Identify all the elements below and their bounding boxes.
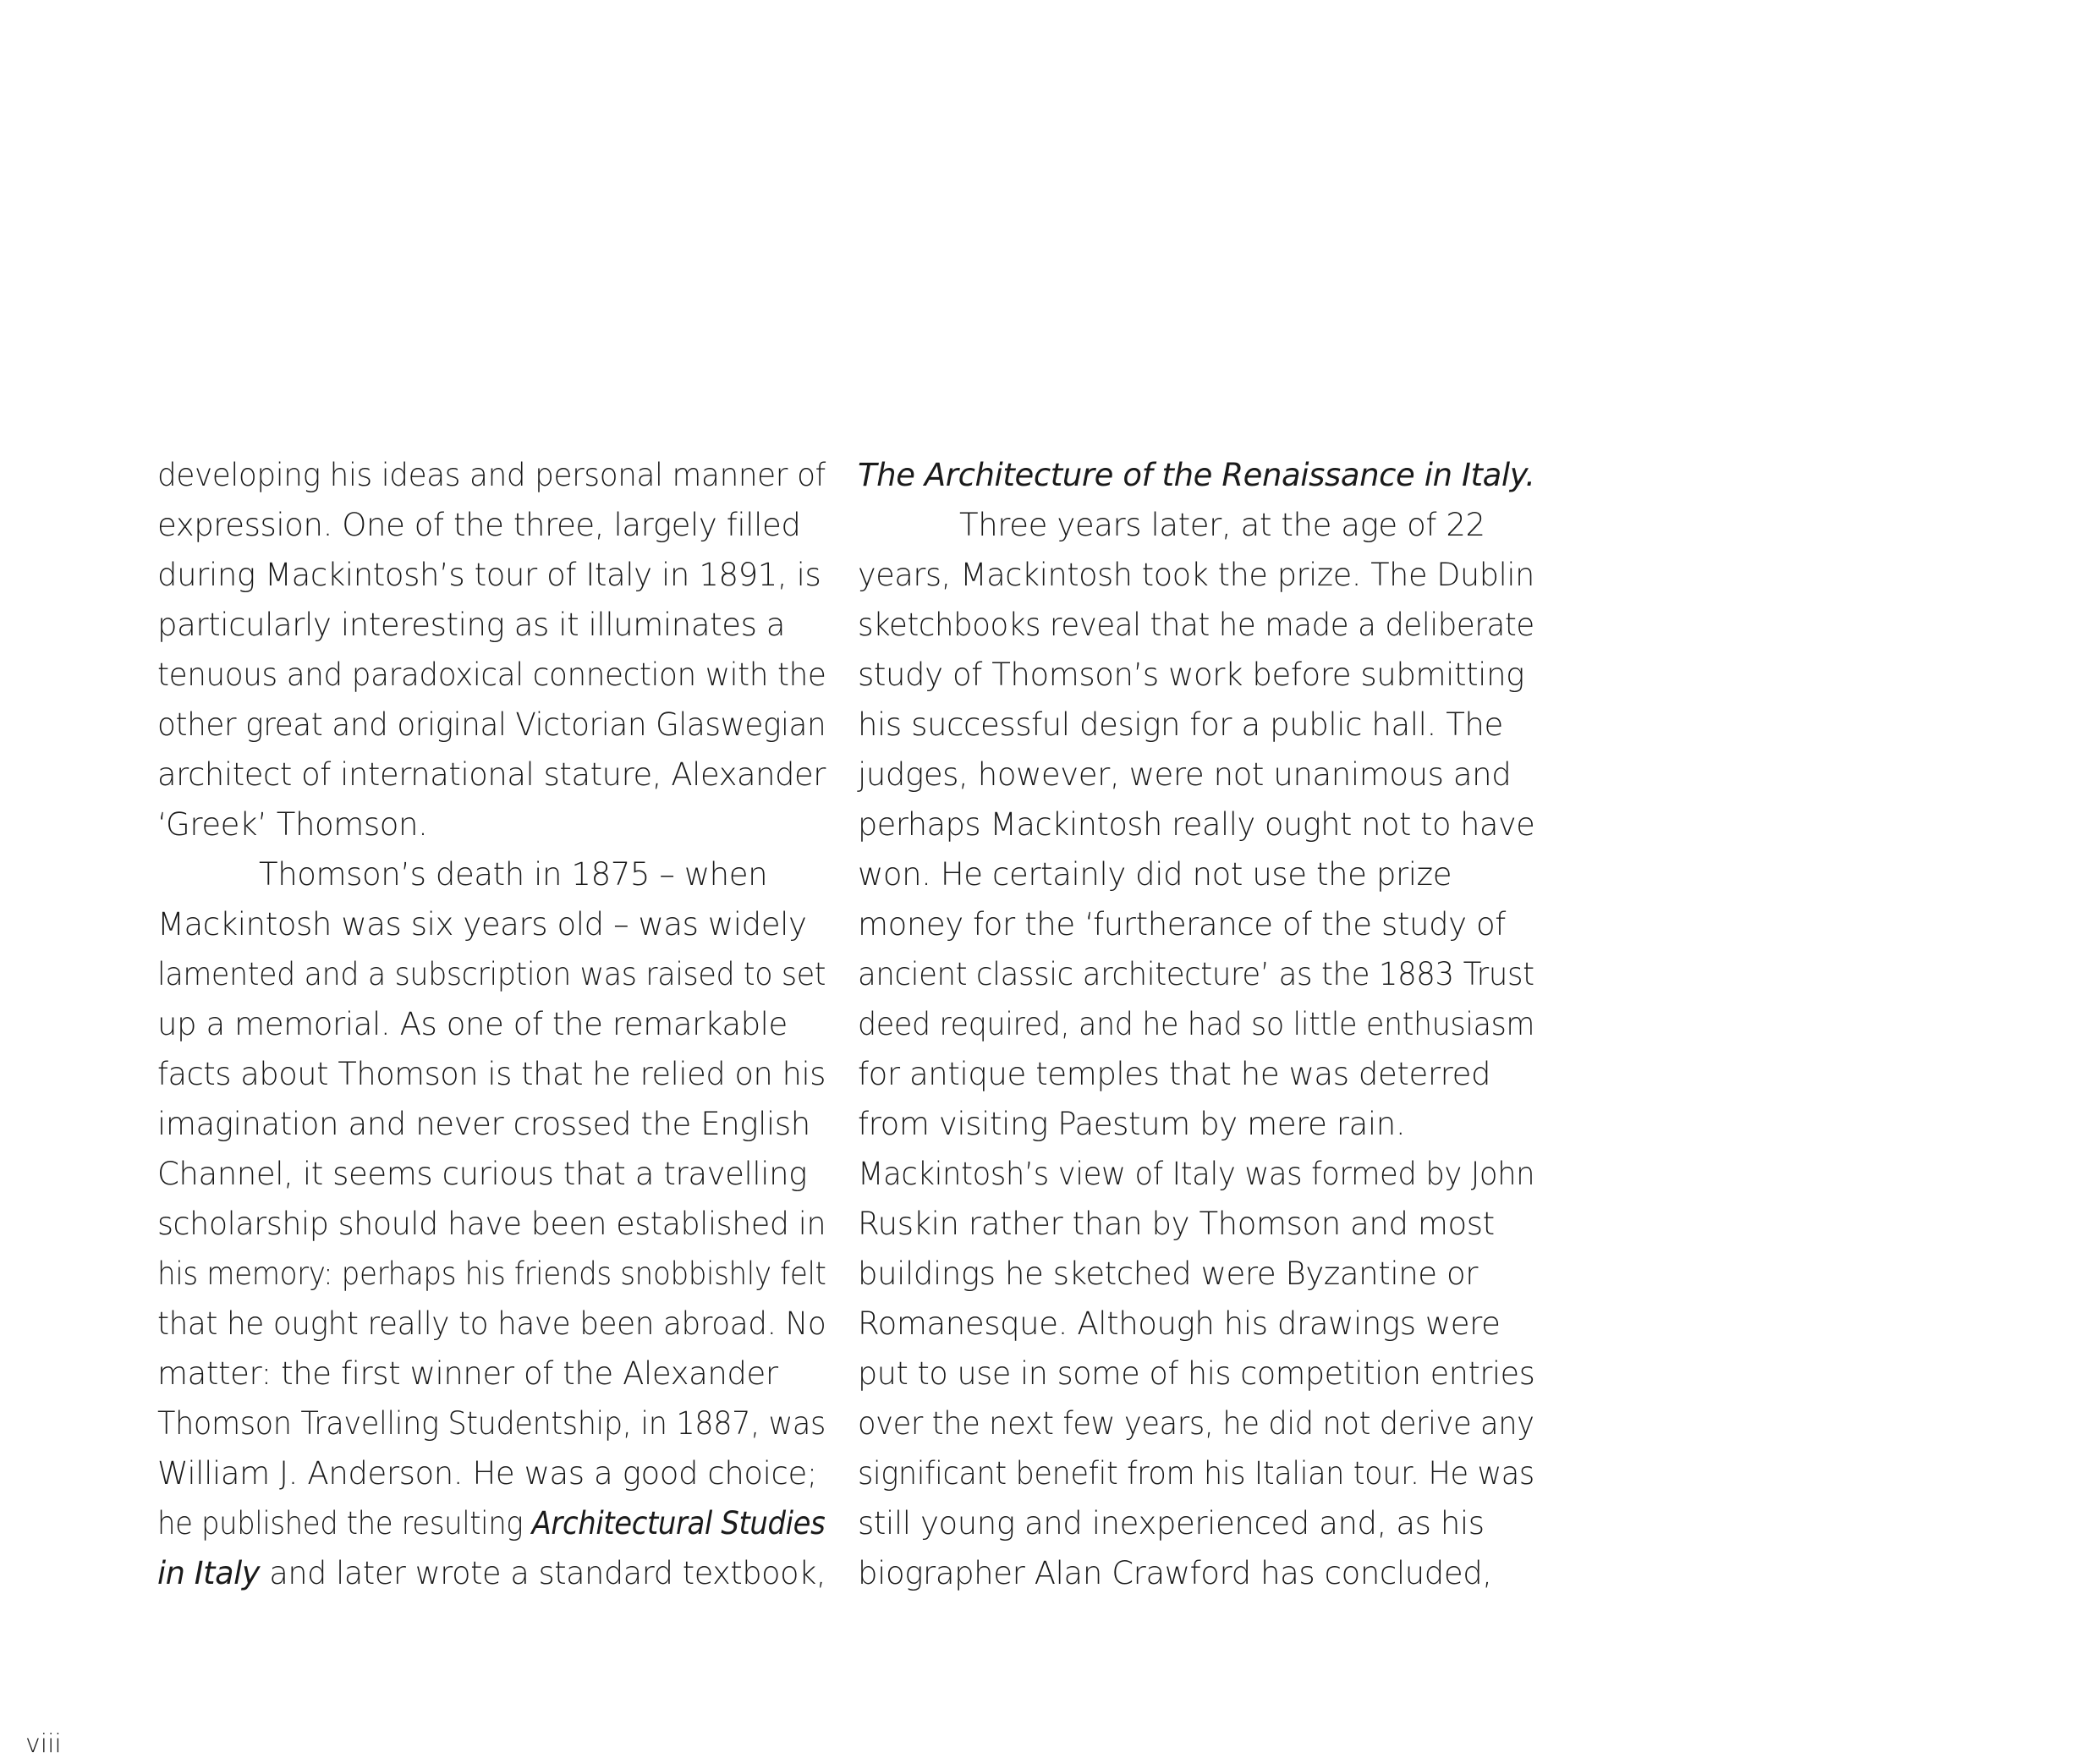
text-line: significant benefit from his Italian tour. He was [858,1455,1534,1492]
text-line: study of Thomson’s work before submitting [858,657,1524,693]
text-line: Channel, it seems curious that a travelling [157,1156,807,1192]
text-line: won. He certainly did not use the prize [858,856,1452,893]
text-line: Mackintosh’s view of Italy was formed by John [858,1156,1535,1192]
text-line: architect of international stature, Alexander [157,756,826,793]
text-run: and later wrote a standard textbook, [260,1555,826,1591]
text-line: scholarship should have been established in [157,1206,826,1242]
text-line: for antique temples that he was deterred [858,1056,1491,1092]
text-line: perhaps Mackintosh really ought not to have [858,806,1535,843]
text-line: Mackintosh was six years old – was widely [157,906,807,942]
text-line: sketchbooks reveal that he made a deliberate [858,607,1534,643]
text-line: put to use in some of his competition entries [858,1355,1535,1392]
text-line [157,1548,826,1598]
text-line: other great and original Victorian Glaswegian [157,706,826,743]
text-line: Romanesque. Although his drawings were [858,1305,1501,1342]
text-line: particularly interesting as it illuminates a [157,607,786,643]
text-line [858,450,1534,500]
text-line: developing his ideas and personal manner of [157,457,826,493]
text-run: he published the resulting [157,1505,532,1541]
book-title-italic: Architectural Studies [531,1505,826,1541]
left-text-column [157,450,826,1598]
book-title-italic: in Italy [157,1555,261,1591]
text-line: ‘Greek’ Thomson. [157,806,428,843]
text-line: tenuous and paradoxical connection with the [157,657,826,693]
text-line: from visiting Paestum by mere rain. [858,1106,1406,1142]
text-line: still young and inexperienced and, as his [858,1505,1485,1541]
right-text-column [858,450,1534,1598]
text-line: expression. One of the three, largely filled [157,507,801,543]
text-line: lamented and a subscription was raised to set [157,956,826,992]
text-line: his successful design for a public hall. The [858,706,1503,743]
text-line: biographer Alan Crawford has concluded, [858,1555,1492,1591]
text-line: up a memorial. As one of the remarkable [157,1006,788,1042]
text-line: imagination and never crossed the English [157,1106,810,1142]
page-number: viii [25,1729,62,1759]
text-line: Ruskin rather than by Thomson and most [858,1206,1495,1242]
text-line: matter: the first winner of the Alexander [157,1355,778,1392]
text-line: ancient classic architecture’ as the 1883 Trust [858,956,1534,992]
text-line: over the next few years, he did not derive any [858,1405,1534,1442]
text-line: deed required, and he had so little enthusiasm [858,1006,1535,1042]
text-line: buildings he sketched were Byzantine or [858,1256,1479,1292]
text-line: his memory: perhaps his friends snobbishly felt [157,1256,826,1292]
text-line [157,1498,826,1548]
paragraph-start-line: Three years later, at the age of 22 [959,507,1485,543]
text-line: facts about Thomson is that he relied on his [157,1056,826,1092]
text-line: during Mackintosh’s tour of Italy in 1891, is [157,557,821,593]
text-line: Thomson Travelling Studentship, in 1887, was [157,1405,826,1442]
book-title-italic: The Architecture of the Renaissance in Italy. [858,457,1535,493]
paragraph-start-line: Thomson’s death in 1875 – when [259,856,768,893]
text-line: years, Mackintosh took the prize. The Dublin [858,557,1534,593]
text-line: judges, however, were not unanimous and [858,756,1512,793]
text-line: money for the ‘furtherance of the study of [858,906,1506,942]
text-line: that he ought really to have been abroad. No [157,1305,826,1342]
text-line: William J. Anderson. He was a good choice; [157,1455,817,1492]
